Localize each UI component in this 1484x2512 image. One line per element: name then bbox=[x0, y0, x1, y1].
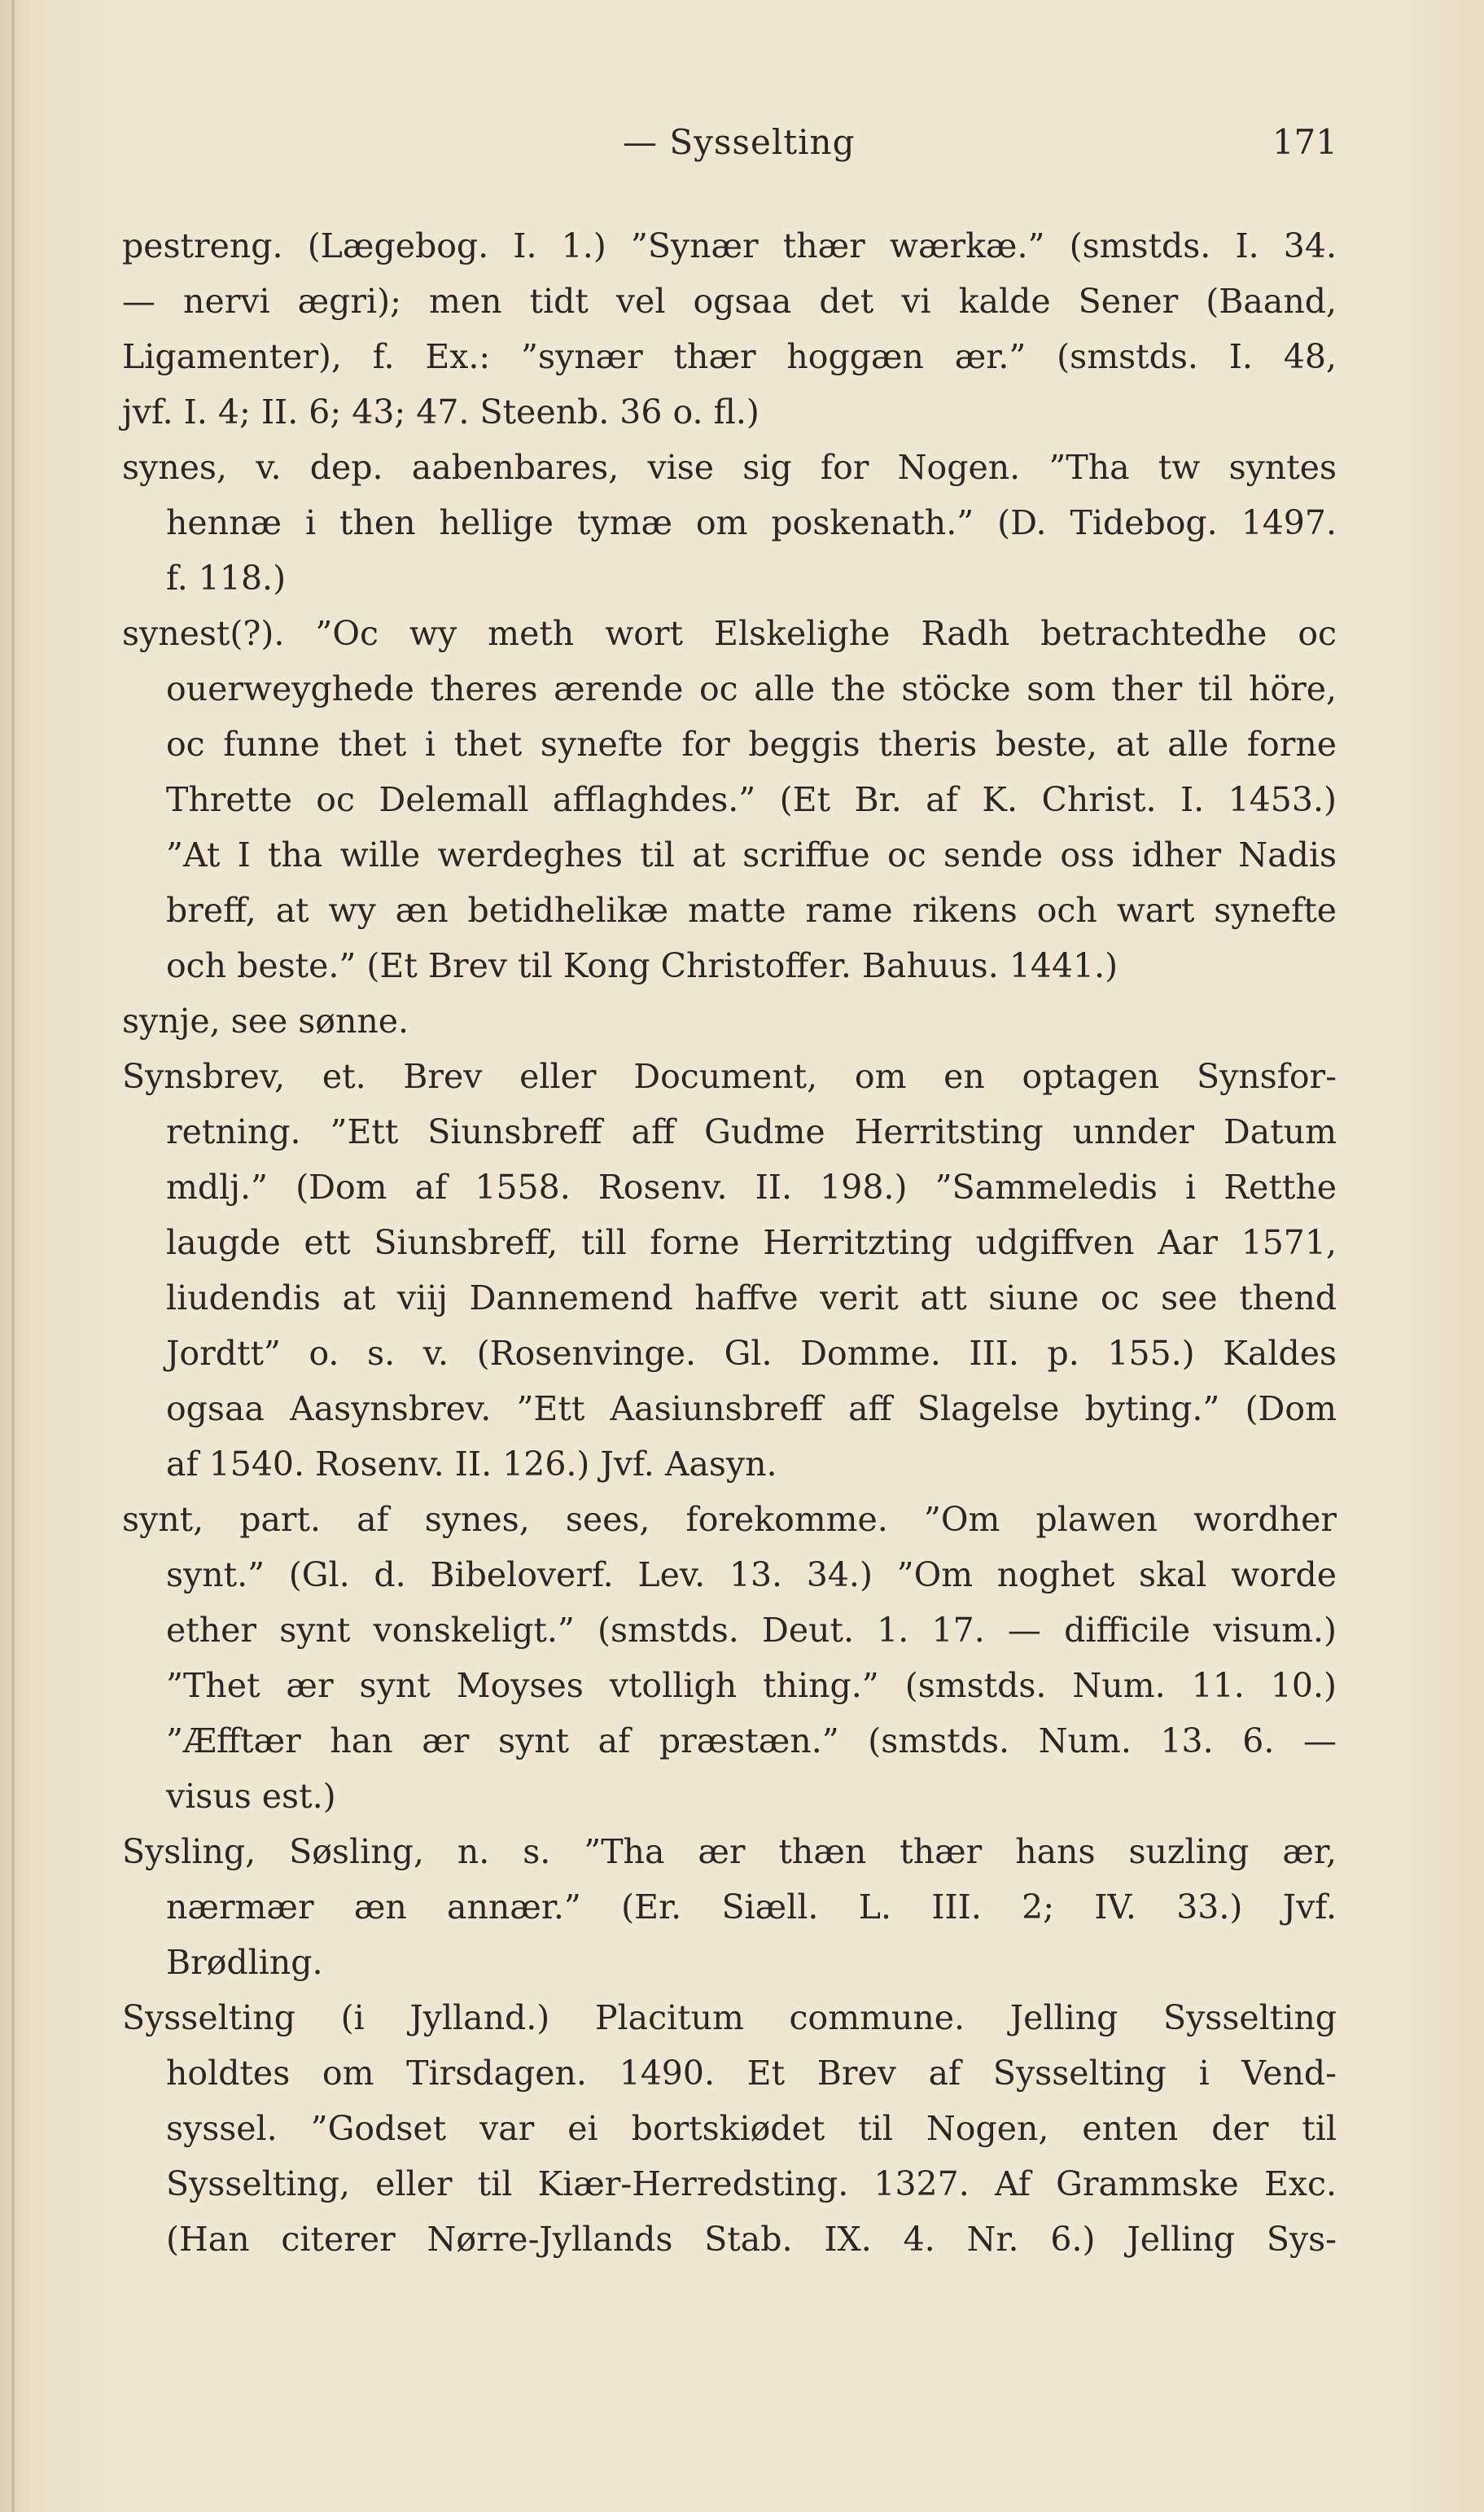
text-line: pestreng. (Lægebog. I. 1.) ”Synær thær wærkæ.” (smstds. I. 34. bbox=[122, 226, 1337, 265]
text-line: oc funne thet i thet synefte for beggis theris beste, at alle forne bbox=[166, 725, 1337, 764]
entry-sysselting bbox=[122, 1990, 1337, 2267]
text-line: hennæ i then hellige tymæ om poskenath.” (D. Tidebog. 1497. bbox=[166, 503, 1337, 542]
text-line: ”Æfftær han ær synt af præstæn.” (smstds. Num. 13. 6. — bbox=[166, 1721, 1337, 1760]
entry-synt bbox=[122, 1492, 1337, 1824]
text-line: ”At I tha wille werdeghes til at scriffue oc sende oss idher Nadis bbox=[166, 835, 1337, 875]
text-line: Jordtt” o. s. v. (Rosenvinge. Gl. Domme. III. p. 155.) Kaldes bbox=[166, 1334, 1337, 1373]
text-line: synt.” (Gl. d. Bibeloverf. Lev. 13. 34.) ”Om noghet skal worde bbox=[166, 1555, 1337, 1594]
text-line: synje, see sønne. bbox=[122, 1002, 409, 1041]
text-line: synes, v. dep. aabenbares, vise sig for Nogen. ”Tha tw syntes bbox=[122, 448, 1337, 487]
entry-synsbrev bbox=[122, 1049, 1337, 1492]
entry-sysling bbox=[122, 1824, 1337, 1990]
text-line: syssel. ”Godset var ei bortskiødet til Nogen, enten der til bbox=[166, 2109, 1337, 2148]
text-line: ogsaa Aasynsbrev. ”Ett Aasiunsbreff aff Slagelse byting.” (Dom bbox=[166, 1389, 1337, 1428]
text-line: liudendis at viij Dannemend haffve verit att siune oc see thend bbox=[166, 1278, 1337, 1317]
text-line: Sysselting, eller til Kiær-Herredsting. 1327. Af Grammske Exc. bbox=[166, 2164, 1337, 2203]
text-line: Brødling. bbox=[166, 1943, 323, 1982]
dictionary-text bbox=[122, 218, 1337, 2267]
text-line: af 1540. Rosenv. II. 126.) Jvf. Aasyn. bbox=[166, 1445, 777, 1484]
text-line: (Han citerer Nørre-Jyllands Stab. IX. 4. Nr. 6.) Jelling Sys- bbox=[166, 2220, 1337, 2259]
text-line: jvf. I. 4; II. 6; 43; 47. Steenb. 36 o. fl.) bbox=[122, 392, 760, 432]
text-line: synest(?). ”Oc wy meth wort Elskelighe Radh betrachtedhe oc bbox=[122, 614, 1337, 653]
text-line: laugde ett Siunsbreff, till forne Herritzting udgiffven Aar 1571, bbox=[166, 1223, 1337, 1262]
text-line: Sysling, Søsling, n. s. ”Tha ær thæn thær hans suzling ær, bbox=[122, 1832, 1337, 1871]
text-line: mdlj.” (Dom af 1558. Rosenv. II. 198.) ”Sammeledis i Retthe bbox=[166, 1168, 1337, 1207]
page-number: 171 bbox=[1272, 122, 1337, 162]
entry-synes bbox=[122, 440, 1337, 606]
text-line: synt, part. af synes, sees, forekomme. ”Om plawen wordher bbox=[122, 1500, 1337, 1539]
text-line: Sysselting (i Jylland.) Placitum commune. Jelling Sysselting bbox=[122, 1998, 1337, 2037]
running-head: — Sysselting bbox=[623, 122, 856, 162]
text-line: breff, at wy æn betidhelikæ matte rame rikens och wart synefte bbox=[166, 891, 1337, 930]
text-line: Thrette oc Delemall afflaghdes.” (Et Br. af K. Christ. I. 1453.) bbox=[166, 780, 1337, 819]
text-line: ouerweyghede theres ærende oc alle the stöcke som ther til höre, bbox=[166, 669, 1337, 708]
text-line: Ligamenter), f. Ex.: ”synær thær hoggæn ær.” (smstds. I. 48, bbox=[122, 337, 1337, 376]
entry-pestreng-continuation bbox=[122, 218, 1337, 440]
text-line: Synsbrev, et. Brev eller Document, om en optagen Synsfor- bbox=[122, 1057, 1337, 1096]
binding-shadow bbox=[11, 0, 15, 2512]
entry-synje bbox=[122, 993, 1337, 1049]
page-header bbox=[122, 122, 1337, 179]
text-line: — nervi ægri); men tidt vel ogsaa det vi kalde Sener (Baand, bbox=[122, 282, 1337, 321]
text-line: retning. ”Ett Siunsbreff aff Gudme Herritsting unnder Datum bbox=[166, 1112, 1337, 1151]
text-line: holdtes om Tirsdagen. 1490. Et Brev af Sysselting i Vend- bbox=[166, 2054, 1337, 2093]
text-line: nærmær æn annær.” (Er. Siæll. L. III. 2; IV. 33.) Jvf. bbox=[166, 1887, 1337, 1927]
text-line: visus est.) bbox=[166, 1777, 336, 1816]
text-line: ether synt vonskeligt.” (smstds. Deut. 1. 17. — difficile visum.) bbox=[166, 1611, 1337, 1650]
text-line: och beste.” (Et Brev til Kong Christoffer. Bahuus. 1441.) bbox=[166, 946, 1118, 985]
text-line: f. 118.) bbox=[166, 559, 287, 598]
entry-synest bbox=[122, 606, 1337, 993]
text-line: ”Thet ær synt Moyses vtolligh thing.” (smstds. Num. 11. 10.) bbox=[166, 1666, 1337, 1705]
